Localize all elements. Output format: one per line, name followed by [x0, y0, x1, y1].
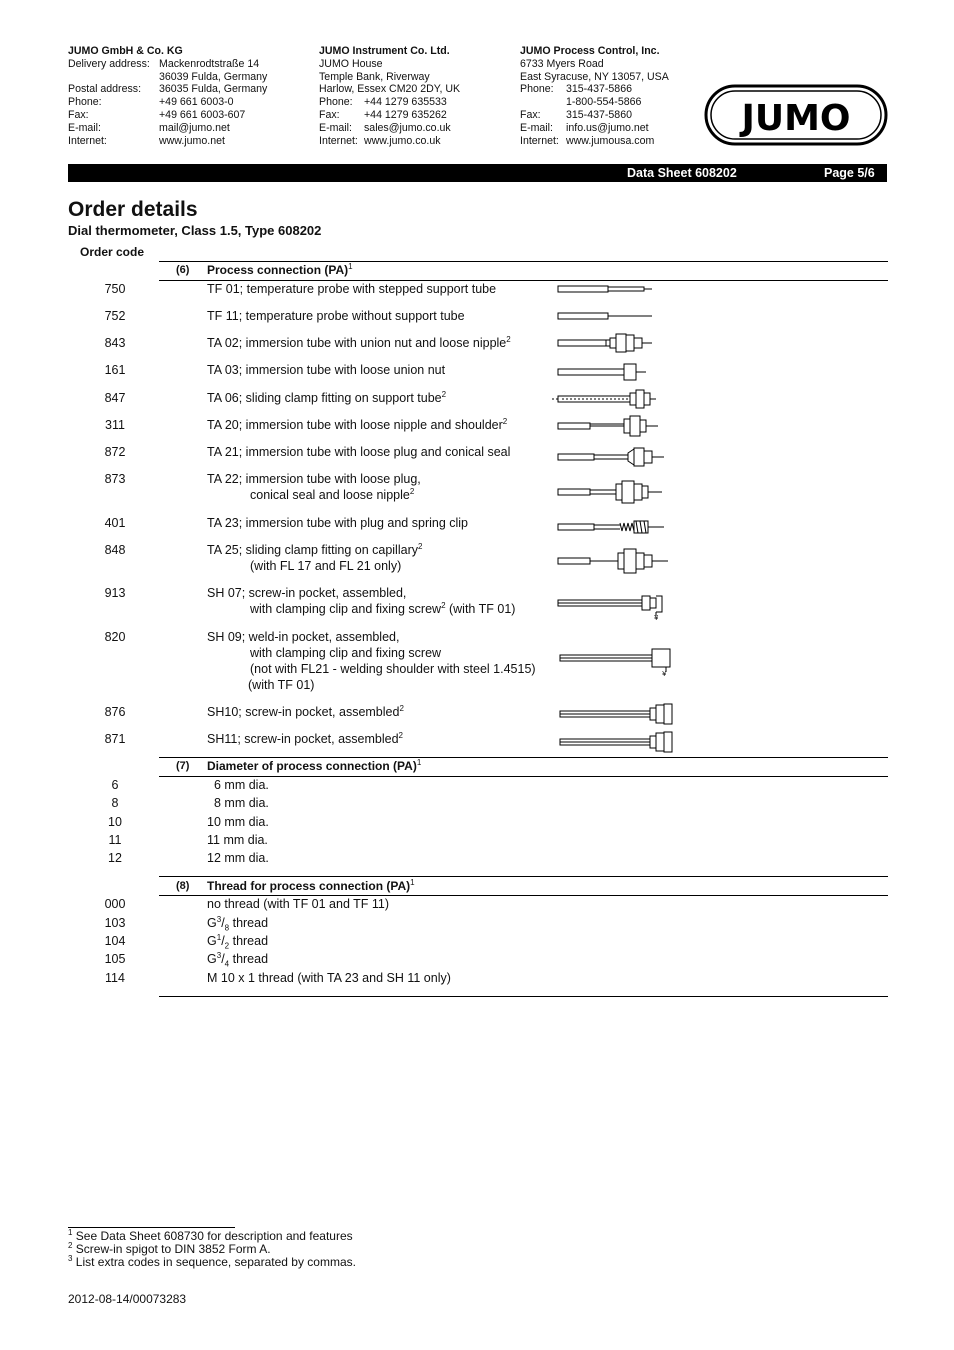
- thread-suffix: thread: [229, 934, 269, 948]
- desc-line-indented: with clamping clip and fixing screw: [250, 646, 442, 660]
- capillary-clamp-drawing: [552, 547, 672, 575]
- item-description: $G^3/_4$ thread: [207, 950, 269, 969]
- item-description: [207, 471, 421, 503]
- footnote-ref: 2: [441, 389, 447, 399]
- fraction-numerator: 1: [216, 932, 222, 942]
- address-jumo-germany: [68, 45, 267, 147]
- item-description: [207, 731, 403, 747]
- address-jumo-usa: [520, 45, 669, 147]
- item-description: [207, 585, 515, 617]
- document-id: 2012-08-14/00073283: [68, 1292, 187, 1306]
- jumo-logo-graphic: [704, 84, 888, 146]
- desc-line: TA 20; immersion tube with loose nipple and shoulder: [207, 418, 503, 432]
- desc-line-text: conical seal and loose nipple: [250, 488, 410, 502]
- address-label: [68, 71, 159, 84]
- order-code: 871: [104, 732, 126, 746]
- email-label: E-mail:: [68, 121, 101, 134]
- desc-line-indented: (with TF 01): [248, 678, 315, 692]
- section-number: (8): [176, 880, 190, 892]
- fraction-numerator: 3: [216, 914, 222, 924]
- footnote-number: 3: [68, 1254, 73, 1263]
- item-description: 11 mm dia.: [207, 833, 268, 847]
- screw-in-pocket-clip-drawing: [552, 592, 672, 620]
- order-code: 876: [104, 705, 126, 719]
- item-description: [207, 515, 468, 531]
- plug-conical-seal-drawing: [552, 445, 672, 469]
- email-value[interactable]: mail@jumo.net: [159, 121, 230, 134]
- order-code: 872: [104, 445, 126, 459]
- order-code: 161: [104, 363, 126, 377]
- section-number: (7): [176, 760, 190, 772]
- footnote-ref: 2: [417, 541, 423, 551]
- item-description: [207, 362, 445, 378]
- item-description: 6 mm dia.: [214, 778, 269, 792]
- desc-line: TF 01; temperature probe with stepped support tube: [207, 282, 497, 296]
- address-value: East Syracuse, NY 13057, USA: [520, 70, 669, 83]
- item-description: [207, 335, 511, 351]
- item-description: no thread (with TF 01 and TF 11): [207, 897, 390, 911]
- section-divider: [159, 876, 888, 877]
- sliding-clamp-drawing: [552, 387, 672, 411]
- footnote-text: See Data Sheet 608730 for description and features: [75, 1229, 353, 1243]
- logo-text: JUMO: [741, 98, 851, 139]
- thread-suffix: thread: [229, 916, 269, 930]
- svg-text:¥: ¥: [654, 614, 659, 620]
- footnote-ref: 1: [348, 262, 353, 271]
- item-description: 12 mm dia.: [207, 851, 269, 865]
- item-description: [207, 629, 536, 693]
- email-value[interactable]: info.us@jumo.net: [566, 121, 649, 134]
- desc-line: TA 02; immersion tube with union nut and loose nipple: [207, 336, 507, 350]
- item-description: [207, 390, 446, 406]
- fax-value: +49 661 6003-607: [159, 108, 246, 121]
- phone-value: +49 661 6003-0: [159, 96, 234, 109]
- internet-value[interactable]: www.jumo.co.uk: [364, 134, 441, 147]
- footnote-text: Screw-in spigot to DIN 3852 Form A.: [75, 1242, 271, 1256]
- thread-prefix: G: [207, 934, 217, 948]
- stepped-probe-drawing: [552, 282, 672, 296]
- phone-value: 315-437-5866: [566, 83, 632, 96]
- footnote-ref: 2: [441, 600, 446, 610]
- section-title-text: Diameter of process connection (PA): [207, 759, 417, 773]
- footnote-ref: 2: [399, 703, 404, 713]
- address-value: JUMO House: [319, 57, 383, 70]
- desc-line: SH10; screw-in pocket, assembled: [207, 705, 400, 719]
- address-value: 6733 Myers Road: [520, 57, 604, 70]
- item-description: 10 mm dia.: [207, 815, 269, 829]
- phone-label: Phone:: [319, 96, 353, 109]
- thread-suffix: thread: [229, 952, 269, 966]
- company-name: JUMO Process Control, Inc.: [520, 45, 660, 57]
- footnote-ref: 2: [502, 416, 508, 426]
- plug-seal-nipple-drawing: [552, 478, 672, 506]
- fraction-numerator: 3: [216, 950, 222, 960]
- order-code: 311: [105, 418, 125, 432]
- footnote-text: List extra codes in sequence, separated by commas.: [75, 1255, 356, 1269]
- item-description: [207, 308, 465, 324]
- page-number: Page 5/6: [824, 166, 875, 180]
- section-title: [207, 759, 421, 773]
- item-description: $G^1/_2$ thread: [207, 932, 269, 951]
- order-code: 114: [105, 971, 125, 985]
- fax-label: Fax:: [319, 108, 340, 121]
- desc-line-indented: [207, 487, 421, 503]
- order-code: 6: [111, 778, 119, 792]
- item-description: M 10 x 1 thread (with TA 23 and SH 11 only): [207, 971, 451, 985]
- desc-line-indented: (not with FL21 - welding shoulder with steel 1.4515): [250, 662, 536, 676]
- footnote-number: 2: [68, 1241, 73, 1250]
- order-code: 000: [104, 897, 126, 911]
- desc-line: TA 03; immersion tube with loose union nut: [207, 363, 446, 377]
- desc-line: TA 06; sliding clamp fitting on support tube: [207, 391, 442, 405]
- footnote: [68, 1256, 356, 1269]
- email-label: E-mail:: [520, 121, 553, 134]
- data-sheet-label: Data Sheet 608202: [627, 166, 737, 180]
- phone-value: 1-800-554-5866: [566, 96, 642, 109]
- thread-prefix: G: [207, 916, 217, 930]
- order-code: 820: [104, 630, 126, 644]
- svg-text:¥: ¥: [662, 670, 667, 676]
- address-label: Postal address:: [68, 83, 142, 96]
- order-code: 848: [104, 543, 126, 557]
- weld-in-pocket-drawing: [552, 646, 676, 676]
- item-description: $G^3/_8$ thread: [207, 914, 269, 933]
- screw-in-pocket-drawing: [552, 702, 676, 726]
- order-code: 11: [108, 833, 122, 847]
- section-title: [207, 263, 353, 277]
- order-code: 750: [104, 282, 126, 296]
- item-description: [207, 444, 510, 460]
- desc-line: TA 21; immersion tube with loose plug and conical seal: [207, 445, 511, 459]
- address-label: Delivery address:: [68, 57, 150, 70]
- order-code: 873: [104, 472, 126, 486]
- item-description: [207, 704, 404, 720]
- phone-value: +44 1279 635533: [364, 96, 447, 109]
- order-code: 752: [104, 309, 126, 323]
- footnote-ref: 1: [416, 758, 422, 767]
- internet-value[interactable]: www.jumousa.com: [566, 134, 655, 147]
- desc-line: TF 11; temperature probe without support tube: [207, 309, 465, 323]
- fax-value: 315-437-5860: [566, 108, 632, 121]
- plain-probe-drawing: [552, 309, 672, 323]
- header-bar: [68, 164, 887, 182]
- order-code: 10: [108, 815, 122, 829]
- order-code: 847: [104, 391, 126, 405]
- spring-clip-drawing: [552, 517, 672, 537]
- internet-value[interactable]: www.jumo.net: [159, 134, 225, 147]
- thread-prefix: G: [207, 952, 217, 966]
- order-code: 104: [104, 934, 126, 948]
- section-divider: [159, 757, 888, 758]
- page-subtitle: Dial thermometer, Class 1.5, Type 608202: [68, 223, 322, 238]
- desc-line-text: with clamping clip and fixing screw: [250, 602, 442, 616]
- footnote-ref: 2: [398, 730, 403, 740]
- item-description: [207, 281, 496, 297]
- section-title: [207, 879, 415, 893]
- desc-line: SH 09; weld-in pocket, assembled,: [207, 630, 400, 644]
- fax-label: Fax:: [68, 108, 89, 121]
- fraction-denominator: 8: [224, 923, 230, 933]
- desc-line: SH 07; screw-in pocket, assembled,: [207, 586, 407, 600]
- footnote-number: 1: [68, 1228, 73, 1237]
- order-code: 401: [104, 516, 126, 530]
- internet-label: Internet:: [68, 134, 107, 147]
- order-code-heading: Order code: [80, 245, 145, 259]
- email-value[interactable]: sales@jumo.co.uk: [364, 121, 451, 134]
- section-divider: [159, 261, 888, 262]
- company-name: JUMO Instrument Co. Ltd.: [319, 45, 450, 57]
- desc-line-indented: [207, 601, 515, 617]
- footnote-ref: 1: [410, 878, 415, 887]
- company-name: JUMO GmbH & Co. KG: [68, 45, 183, 57]
- phone-label: Phone:: [68, 96, 102, 109]
- page-title: Order details: [68, 198, 198, 221]
- footnote-separator: [68, 1227, 235, 1228]
- order-code: 843: [104, 336, 126, 350]
- fraction-denominator: 2: [224, 941, 230, 951]
- internet-label: Internet:: [319, 134, 358, 147]
- desc-line-indented: (with FL 17 and FL 21 only): [250, 559, 402, 573]
- loose-union-nut-drawing: [552, 360, 672, 384]
- address-value: Mackenrodtstraße 14: [159, 57, 260, 70]
- desc-line: TA 22; immersion tube with loose plug,: [207, 472, 421, 486]
- union-nut-drawing: [552, 330, 672, 356]
- section-title-text: Thread for process connection (PA): [207, 879, 411, 893]
- screw-in-pocket-m10-drawing: [552, 730, 676, 754]
- item-description: [207, 417, 507, 433]
- fax-value: +44 1279 635262: [364, 108, 447, 121]
- desc-line: TA 23; immersion tube with plug and spring clip: [207, 516, 469, 530]
- phone-label: Phone:: [520, 83, 554, 96]
- address-value: 36035 Fulda, Germany: [159, 83, 268, 96]
- section-number: (6): [176, 264, 190, 276]
- email-label: E-mail:: [319, 121, 352, 134]
- footnote-ref: 2: [506, 334, 511, 344]
- section-title-text: Process connection (PA): [207, 263, 349, 277]
- internet-label: Internet:: [520, 134, 559, 147]
- order-code: 12: [108, 851, 122, 865]
- fax-label: Fax:: [520, 108, 541, 121]
- order-code: 8: [111, 796, 119, 810]
- order-code: 103: [104, 916, 126, 930]
- footnote-ref: 2: [409, 486, 415, 496]
- table-end-divider: [159, 996, 888, 997]
- desc-line: SH11; screw-in pocket, assembled: [207, 732, 399, 746]
- order-code: 913: [104, 586, 126, 600]
- fraction-denominator: 4: [224, 959, 230, 969]
- item-description: [207, 542, 422, 574]
- desc-line-tail: (with TF 01): [445, 602, 516, 616]
- address-value: 36039 Fulda, Germany: [159, 70, 268, 83]
- address-value: Temple Bank, Riverway: [319, 70, 430, 83]
- address-value: Harlow, Essex CM20 2DY, UK: [319, 83, 461, 96]
- order-code: 105: [104, 952, 126, 966]
- item-description: 8 mm dia.: [214, 796, 269, 810]
- nipple-shoulder-drawing: [552, 414, 672, 438]
- address-jumo-uk: [319, 45, 460, 147]
- desc-line: TA 25; sliding clamp fitting on capillary: [207, 543, 418, 557]
- jumo-logo: [704, 84, 888, 146]
- phone-label: [520, 96, 566, 109]
